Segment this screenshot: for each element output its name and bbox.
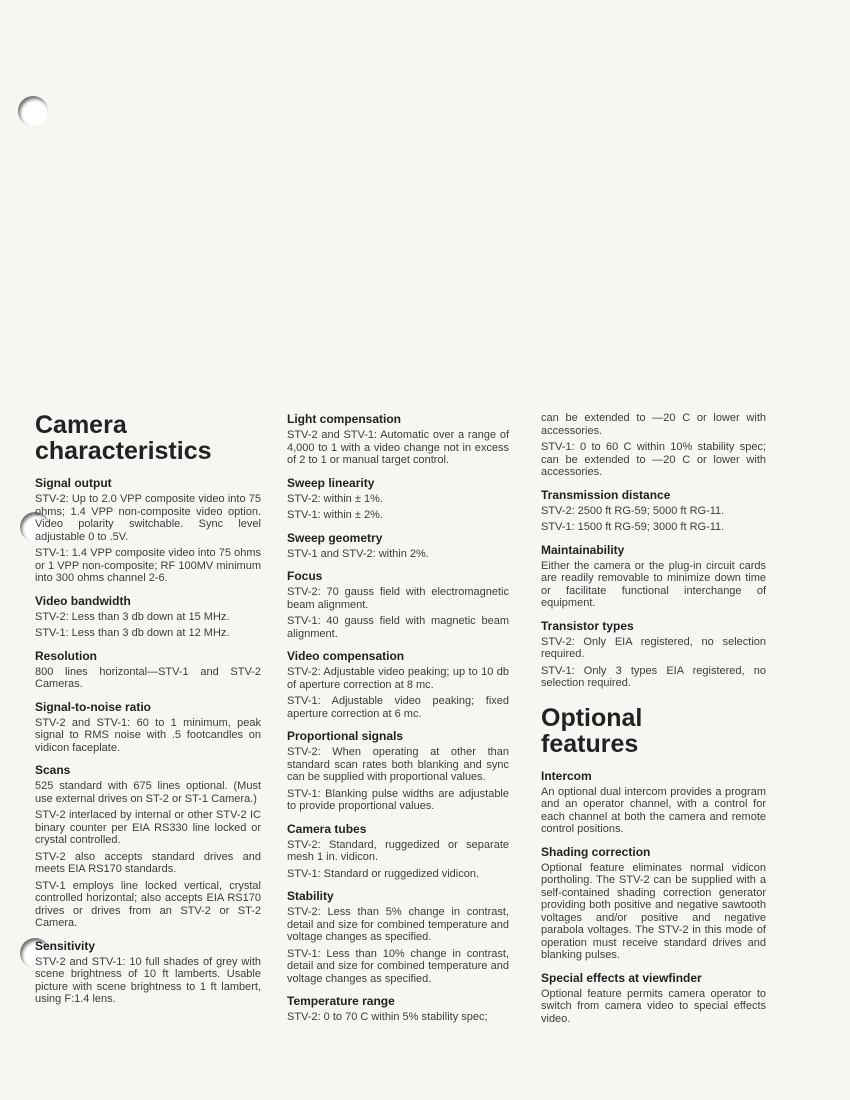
spec-heading: Sweep geometry <box>287 530 383 545</box>
spec-text: STV-2: When operating at other than standard scan rates both blanking and sync can be supplied with proportional values. <box>287 746 509 783</box>
spec-heading: Special effects at viewfinder <box>541 970 702 985</box>
spec-text: STV-2: within ± 1%. <box>287 492 383 505</box>
spec-text: STV-2 and STV-1: 10 full shades of grey with scene brightness of 10 ft lamberts. Usable picture with scene brightness to 1 ft lambert, using F:1.4 lens. <box>35 955 261 1005</box>
spec-item-sweep-geometry <box>287 531 509 561</box>
spec-text: 800 lines horizontal—STV-1 and STV-2 Cameras. <box>35 665 261 690</box>
punch-hole-top <box>18 96 48 126</box>
spec-item-resolution <box>35 649 261 691</box>
spec-item-special-effects-at-viewfinder <box>541 971 766 1026</box>
spec-heading: Proportional signals <box>287 729 404 743</box>
spec-heading: Maintainability <box>541 542 625 557</box>
spec-item-scans <box>35 763 261 930</box>
spec-item-transistor-types <box>541 619 766 690</box>
spec-heading: Sensitivity <box>35 938 96 953</box>
spec-text: STV-1: Less than 10% change in contrast, detail and size for combined temperature and voltage changes as specified. <box>287 947 509 985</box>
spec-text: STV-2: Only EIA registered, no selection required. <box>541 635 766 660</box>
spec-text: STV-1: 1.4 VPP composite video into 75 ohms or 1 VPP non-composite; RF 100MV minimum into 300 ohms channel 2-6. <box>35 547 261 584</box>
spec-heading: Resolution <box>35 648 97 663</box>
spec-text: STV-2: 2500 ft RG-59; 5000 ft RG-11. <box>541 504 725 517</box>
spec-heading: Video compensation <box>287 649 405 663</box>
spec-heading: Signal output <box>35 476 112 490</box>
spec-item-camera-tubes <box>287 822 509 881</box>
spec-item-light-compensation <box>287 412 509 467</box>
spec-item-maintainability <box>541 543 766 610</box>
spec-list-right <box>541 412 766 690</box>
spec-text: STV-1: Standard or ruggedized vidicon. <box>287 867 480 880</box>
spec-item-shading-correction <box>541 845 766 962</box>
spec-heading: Intercom <box>541 768 592 783</box>
spec-item-transmission-distance <box>541 488 766 534</box>
spec-item-intercom <box>541 769 766 836</box>
spec-heading: Temperature range <box>287 994 395 1008</box>
spec-text: STV-1 employs line locked vertical, crystal controlled horizontal; also accepts EIA RS170 drives or drives from an STV-2 or ST-2 Camera. <box>35 879 261 929</box>
spec-item-video-bandwidth <box>35 594 261 640</box>
spec-item-proportional-signals <box>287 729 509 813</box>
column-middle <box>287 412 509 1033</box>
spec-text: STV-1: Less than 3 db down at 12 MHz. <box>35 627 230 639</box>
spec-text: Optional feature permits camera operator to switch from camera video to special effects video. <box>541 987 766 1025</box>
feature-list <box>541 769 766 1026</box>
spec-text: STV-2 interlaced by internal or other STV-2 IC binary counter per EIA RS330 line locked or crystal controlled. <box>35 809 261 846</box>
spec-text: STV-2: Less than 5% change in contrast, detail and size for combined temperature and voltage changes as specified. <box>287 906 509 943</box>
spec-list-middle <box>287 412 509 1024</box>
spec-text: STV-1: 1500 ft RG-59; 3000 ft RG-11. <box>541 521 725 533</box>
spec-item-continued <box>541 412 766 479</box>
spec-text: STV-2: 70 gauss field with electromagnetic beam alignment. <box>287 586 509 611</box>
spec-heading: Scans <box>35 763 71 777</box>
spec-heading: Focus <box>287 569 323 583</box>
spec-heading: Transmission distance <box>541 487 671 502</box>
spec-text: STV-2 also accepts standard drives and meets EIA RS170 standards. <box>35 850 261 875</box>
spec-heading: Camera tubes <box>287 821 367 836</box>
spec-item-stability <box>287 889 509 985</box>
spec-text: STV-1: Only 3 types EIA registered, no selection required. <box>541 664 766 689</box>
spec-item-video-compensation <box>287 649 509 720</box>
spec-item-sensitivity <box>35 939 261 1006</box>
column-left <box>35 412 261 1015</box>
spec-item-signal-to-noise-ratio <box>35 700 261 755</box>
spec-heading: Stability <box>287 889 334 903</box>
spec-text: STV-2: Less than 3 db down at 15 MHz. <box>35 610 230 623</box>
spec-item-focus <box>287 569 509 640</box>
spec-text: STV-1 and STV-2: within 2%. <box>287 547 429 560</box>
spec-text: STV-2: Standard, ruggedized or separate mesh 1 in. vidicon. <box>287 838 509 863</box>
spec-list-left <box>35 476 261 1006</box>
spec-text: STV-1: 0 to 60 C within 10% stability spec; can be extended to —20 C or lower with accessories. <box>541 441 766 478</box>
spec-text: STV-1: 40 gauss field with magnetic beam alignment. <box>287 615 509 640</box>
spec-text: STV-2: Up to 2.0 VPP composite video into 75 ohms; 1.4 VPP non-composite video option. Video polarity switchable. Sync level adjustable 0 to .5V. <box>35 493 261 543</box>
spec-text: STV-1: Blanking pulse widths are adjustable to provide proportional values. <box>287 787 509 812</box>
spec-text: Either the camera or the plug-in circuit cards are readily removable to minimize down time or facilitate functional interchange of equipment. <box>541 559 766 609</box>
spec-heading: Transistor types <box>541 618 634 633</box>
spec-text: An optional dual intercom provides a program and an operator channel, with a control for each channel at both the camera and remote control positions. <box>541 785 766 835</box>
spec-heading: Sweep linearity <box>287 475 375 490</box>
spec-text: STV-1: within ± 2%. <box>287 509 383 521</box>
spec-text: STV-2: 0 to 70 C within 5% stability spec; <box>287 1011 488 1023</box>
spec-text: Optional feature eliminates normal vidicon portholing. The STV-2 can be supplied with a self-contained shading correction generator providing both positive and negative sawtooth voltages and/or positive and negative parabola voltages. The STV-2 in this mode of operation must receive standard drives and blanking pulses. <box>541 861 766 961</box>
spec-heading: Shading correction <box>541 844 651 859</box>
spec-heading: Video bandwidth <box>35 593 131 608</box>
spec-text: can be extended to —20 C or lower with accessories. <box>541 412 766 437</box>
spec-text: STV-2 and STV-1: Automatic over a range of 4,000 to 1 with a video change not in excess of 2 to 1 or manual target control. <box>287 429 509 466</box>
spec-item-signal-output <box>35 476 261 585</box>
spec-heading: Signal-to-noise ratio <box>35 699 152 714</box>
spec-text: 525 standard with 675 lines optional. (Must use external drives on ST-2 or ST-1 Camera.) <box>35 780 261 805</box>
spec-item-temperature-range <box>287 994 509 1024</box>
spec-item-sweep-linearity <box>287 476 509 522</box>
spec-text: STV-2: Adjustable video peaking; up to 10 db of aperture correction at 8 mc. <box>287 666 509 691</box>
spec-heading: Light compensation <box>287 412 401 426</box>
optional-features-title: Optional features <box>541 703 643 758</box>
spec-text: STV-2 and STV-1: 60 to 1 minimum, peak signal to RMS noise with .5 footcandles on vidicon faceplate. <box>35 716 261 754</box>
camera-characteristics-title: Camera characteristics <box>35 411 212 465</box>
spec-text: STV-1: Adjustable video peaking; fixed aperture correction at 6 mc. <box>287 695 509 720</box>
column-right <box>541 412 766 1034</box>
